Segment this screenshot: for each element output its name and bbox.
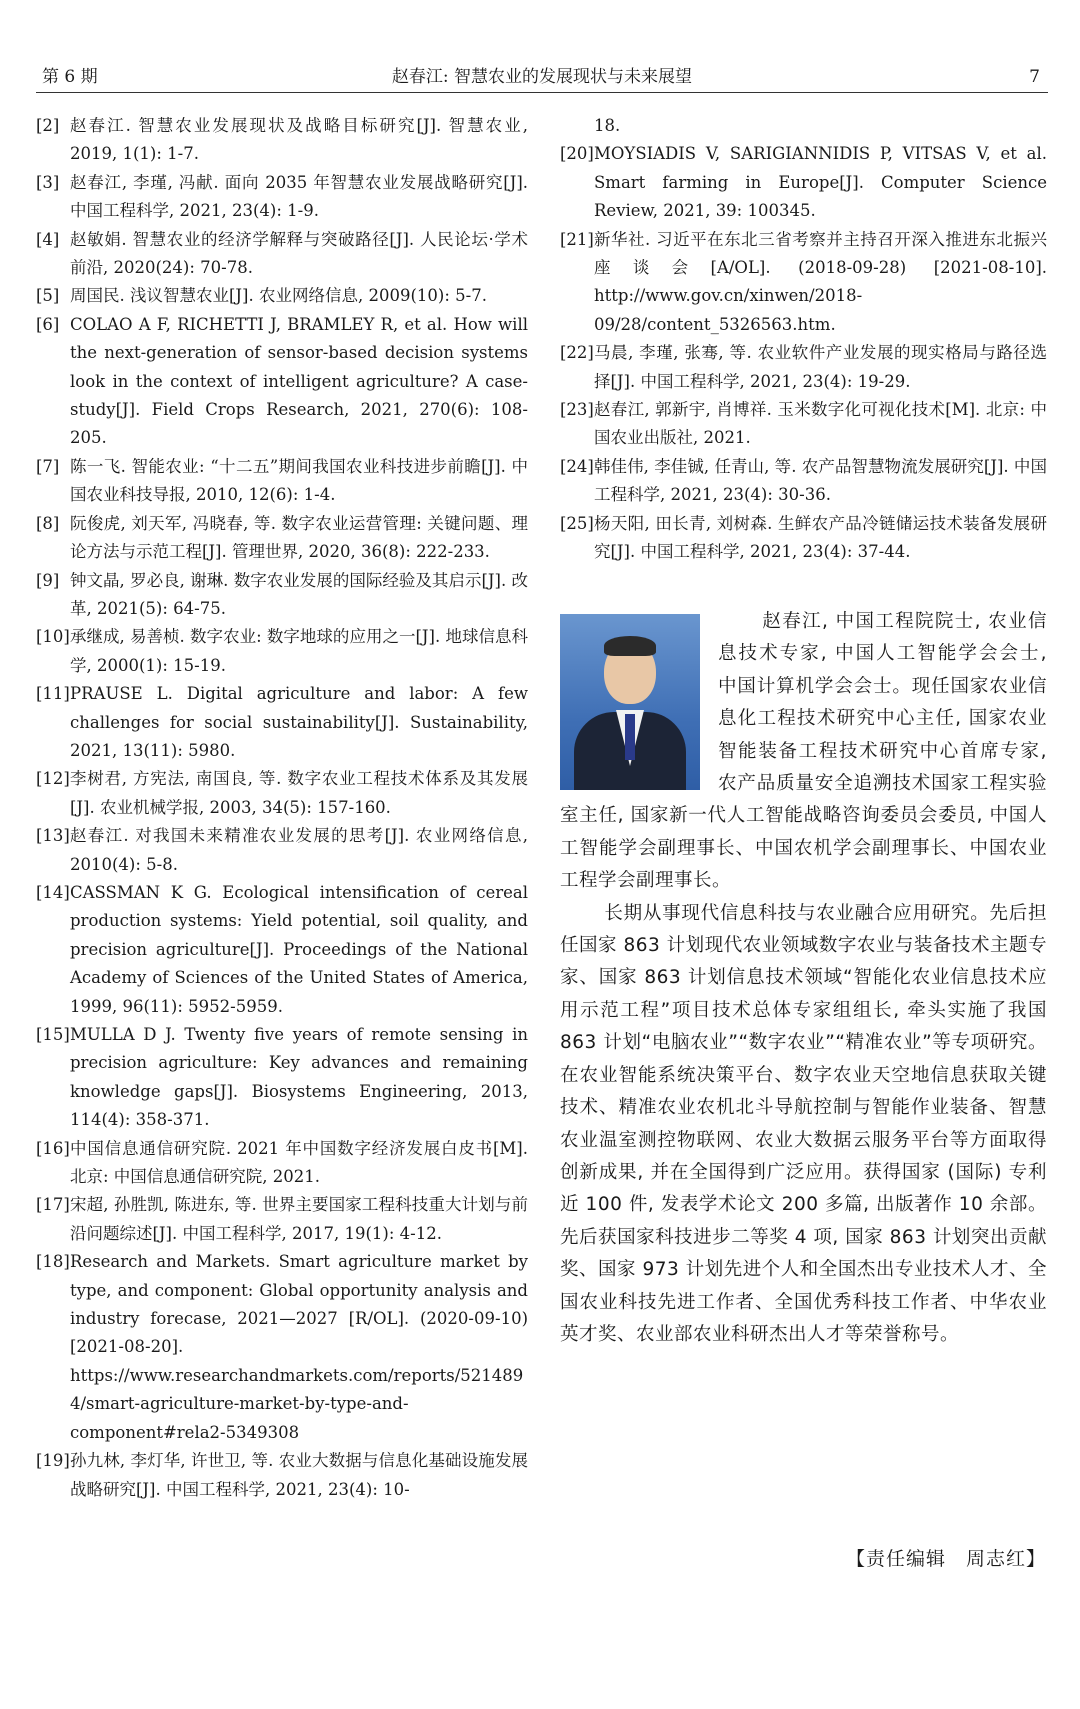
reference-number: [21] [560,229,594,249]
reference-text: Research and Markets. Smart agriculture market by type, and component: Global opportunity analysis and industry forecase, 2021—2027 [R/OL]. (2020-09-10)[2021-08-20]. https://www.researchandmarkets.com/reports/5214894/smart-agriculture-market-by-type-and-component#rela2-5349308 [70,1252,528,1442]
references-right-column [560,112,1047,567]
reference-number: [12] [36,769,70,789]
reference-item [36,765,528,822]
reference-number: [10] [36,627,70,647]
running-title: 赵春江: 智慧农业的发展现状与未来展望 [391,67,693,87]
reference-number: [24] [560,456,594,476]
reference-item [36,623,528,680]
reference-item [36,680,528,765]
reference-item [36,879,528,1021]
reference-item [36,1447,528,1504]
reference-number: [13] [36,826,70,846]
reference-text: 钟文晶, 罗必良, 谢琳. 数字农业发展的国际经验及其启示[J]. 改革, 2021(5): 64-75. [70,570,528,618]
reference-item [36,1248,528,1447]
reference-text: 杨天阳, 田长青, 刘树森. 生鲜农产品冷链储运技术装备发展研究[J]. 中国工程科学, 2021, 23(4): 37-44. [594,513,1047,562]
reference-item [36,1191,528,1248]
reference-number: [19] [36,1451,70,1471]
reference-number: [11] [36,684,70,704]
reference-text: 韩佳伟, 李佳铖, 任青山, 等. 农产品智慧物流发展研究[J]. 中国工程科学, 2021, 23(4): 30-36. [594,456,1047,505]
reference-item [560,396,1047,453]
reference-text: 赵春江, 郭新宇, 肖博祥. 玉米数字化可视化技术[M]. 北京: 中国农业出版社, 2021. [594,400,1047,448]
responsible-editor: 【责任编辑 周志红】 [845,1548,1046,1570]
reference-text: 中国信息通信研究院. 2021 年中国数字经济发展白皮书[M]. 北京: 中国信息通信研究院, 2021. [70,1138,528,1187]
reference-text: 宋超, 孙胜凯, 陈进东, 等. 世界主要国家工程科技重大计划与前沿问题综述[J]. 中国工程科学, 2017, 19(1): 4-12. [70,1195,528,1243]
reference-number: [9] [36,570,60,590]
reference-item [36,1021,528,1135]
reference-number: [18] [36,1252,70,1272]
references-left-column [36,112,528,1504]
reference-number: [23] [560,400,594,420]
reference-text: 承继成, 易善桢. 数字农业: 数字地球的应用之一[J]. 地球信息科学, 2000(1): 15-19. [70,627,528,675]
running-header [36,62,1048,93]
reference-number: [3] [36,172,60,192]
reference-text: 阮俊虎, 刘天军, 冯晓春, 等. 数字农业运营管理: 关键问题、理论方法与示范工程[J]. 管理世界, 2020, 36(8): 222-233. [70,513,528,562]
reference-number: [4] [36,229,60,249]
bio-paragraph-2: 长期从事现代信息科技与农业融合应用研究。先后担任国家 863 计划现代农业领域数字农业与装备技术主题专家、国家 863 计划信息技术领域“智能化农业信息技术应用示范工程”项目技术总体专家组组长, 牵头实施了我国 863 计划“电脑农业”“数字农业”“精准农业”等专项研究。在农业智能系统决策平台、数字农业天空地信息获取关键技术、精准农业农机北斗导航控制与智能作业装备、智慧农业温室测控物联网、农业大数据云服务平台等方面取得创新成果, 并在全国得到广泛应用。获得国家 (国际) 专利近 100 件, 发表学术论文 200 多篇, 出版著作 10 余部。先后获国家科技进步二等奖 4 项, 国家 863 计划突出贡献奖、国家 973 计划先进个人和全国杰出专业技术人才、全国农业科技先进工作者、全国优秀科技工作者、中华农业英才奖、农业部农业科研杰出人才等荣誉称号。 [560,902,1047,1345]
reference-text: MOYSIADIS V, SARIGIANNIDIS P, VITSAS V, et al. Smart farming in Europe[J]. Computer Science Review, 2021, 39: 100345. [594,144,1047,221]
reference-text: 18. [594,116,621,135]
page-number: 7 [1029,67,1040,87]
reference-text: 赵春江, 李瑾, 冯献. 面向 2035 年智慧农业发展战略研究[J]. 中国工程科学, 2021, 23(4): 1-9. [70,172,528,221]
reference-number: [14] [36,882,70,902]
reference-item [36,1135,528,1192]
author-biography [560,606,1047,1351]
author-photo [560,614,700,790]
reference-item [36,169,528,226]
reference-text: 马晨, 李瑾, 张骞, 等. 农业软件产业发展的现实格局与路径选择[J]. 中国工程科学, 2021, 23(4): 19-29. [594,343,1047,391]
reference-item [560,226,1047,340]
reference-number: [5] [36,286,60,306]
reference-item [560,112,1047,140]
reference-item [36,226,528,283]
reference-number: [6] [36,314,60,334]
reference-item [36,282,528,310]
reference-item [560,140,1047,225]
reference-item [560,339,1047,396]
reference-number: [2] [36,116,60,135]
reference-number: [8] [36,513,60,533]
reference-text: 新华社. 习近平在东北三省考察并主持召开深入推进东北振兴座谈会[A/OL]. (2018-09-28) [2021-08-10]. http://www.gov.cn/xinwen/2018-09/28/content_5326563.htm. [594,229,1047,334]
reference-text: 陈一飞. 智能农业: “十二五”期间我国农业科技进步前瞻[J]. 中国农业科技导报, 2010, 12(6): 1-4. [70,456,528,505]
reference-text: PRAUSE L. Digital agriculture and labor: A few challenges for social sustainability[J]. Sustainability, 2021, 13(11): 5980. [70,684,528,760]
reference-number: [15] [36,1025,70,1044]
reference-text: 周国民. 浅议智慧农业[J]. 农业网络信息, 2009(10): 5-7. [70,286,487,306]
reference-item [36,453,528,510]
reference-number: [17] [36,1195,70,1215]
reference-item [560,453,1047,510]
reference-number: [22] [560,343,594,363]
reference-text: 孙九林, 李灯华, 许世卫, 等. 农业大数据与信息化基础设施发展战略研究[J]. 中国工程科学, 2021, 23(4): 10- [70,1451,528,1499]
reference-item [560,510,1047,567]
reference-text: MULLA D J. Twenty five years of remote sensing in precision agriculture: Key advances and remaining knowledge gaps[J]. Biosystems Engineering, 2013, 114(4): 358-371. [70,1025,528,1130]
reference-number: [7] [36,456,60,476]
reference-item [36,822,528,879]
reference-item [36,567,528,624]
reference-number: [16] [36,1138,70,1158]
bio-paragraph-1: 赵春江, 中国工程院院士, 农业信息技术专家, 中国人工智能学会会士, 中国计算机学会会士。现任国家农业信息化工程技术研究中心主任, 国家农业智能装备工程技术研究中心首席专家, 农产品质量安全追溯技术国家工程实验室主任, 国家新一代人工智能战略咨询委员会委员, 中国人工智能学会副理事长、中国农机学会副理事长、中国农业工程学会副理事长。 [560,611,1047,892]
reference-number: [20] [560,144,594,164]
reference-text: 赵敏娟. 智慧农业的经济学解释与突破路径[J]. 人民论坛·学术前沿, 2020(24): 70-78. [70,229,528,278]
reference-item [36,112,528,169]
issue-number: 第 6 期 [42,67,98,87]
reference-item [36,510,528,567]
reference-text: 李树君, 方宪法, 南国良, 等. 数字农业工程技术体系及其发展[J]. 农业机械学报, 2003, 34(5): 157-160. [70,769,528,817]
reference-item [36,311,528,453]
reference-text: 赵春江. 对我国未来精准农业发展的思考[J]. 农业网络信息, 2010(4): 5-8. [70,826,528,874]
reference-text: 赵春江. 智慧农业发展现状及战略目标研究[J]. 智慧农业, 2019, 1(1): 1-7. [70,116,528,164]
reference-text: COLAO A F, RICHETTI J, BRAMLEY R, et al. How will the next-generation of sensor-based decision systems look in the context of intelligent agriculture? A case-study[J]. Field Crops Research, 2021, 270(6): 108-205. [70,314,528,448]
reference-text: CASSMAN K G. Ecological intensification of cereal production systems: Yield potential, soil quality, and precision agriculture[J]. Proceedings of the National Academy of Sciences of the United States of America, 1999, 96(11): 5952-5959. [70,882,528,1016]
reference-number: [25] [560,513,594,533]
